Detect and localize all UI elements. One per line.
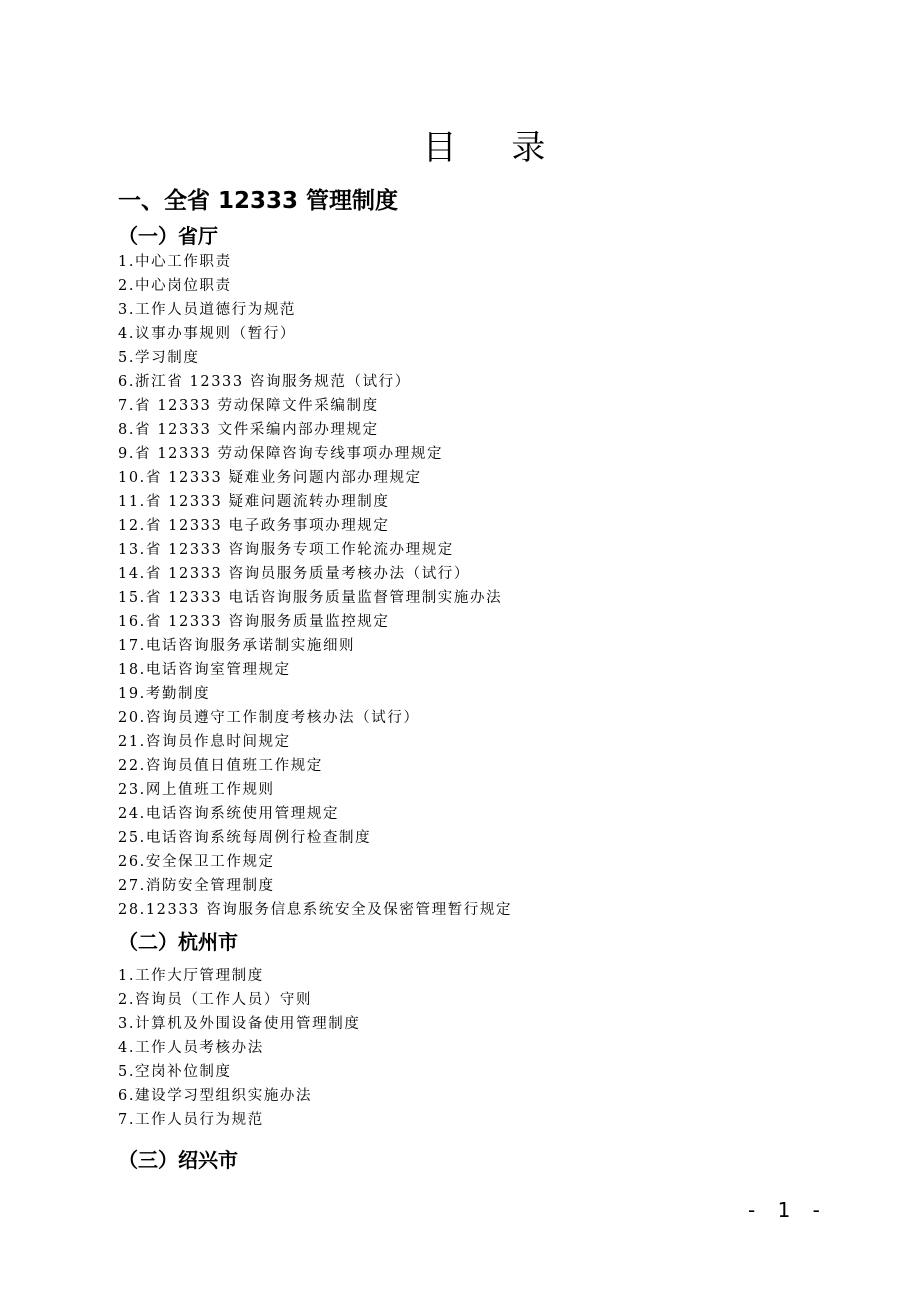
- toc-item: 14.省 12333 咨询员服务质量考核办法（试行）: [118, 566, 471, 582]
- toc-item: 17.电话咨询服务承诺制实施细则: [118, 638, 356, 654]
- toc-list-hangzhou: [118, 964, 360, 1132]
- toc-item: 2.中心岗位职责: [118, 278, 232, 294]
- toc-item: 23.网上值班工作规则: [118, 782, 275, 798]
- subsection-heading-provincial-department: （一）省厅: [118, 224, 218, 248]
- toc-item: 27.消防安全管理制度: [118, 878, 275, 894]
- toc-item: 4.议事办事规则（暂行）: [118, 326, 297, 342]
- toc-item: 25.电话咨询系统每周例行检查制度: [118, 830, 372, 846]
- toc-item: 6.浙江省 12333 咨询服务规范（试行）: [118, 374, 411, 390]
- toc-item: 13.省 12333 咨询服务专项工作轮流办理规定: [118, 542, 454, 558]
- toc-item: 8.省 12333 文件采编内部办理规定: [118, 422, 379, 438]
- toc-item: 22.咨询员值日值班工作规定: [118, 758, 323, 774]
- toc-item: 20.咨询员遵守工作制度考核办法（试行）: [118, 710, 420, 726]
- subsection-heading-hangzhou: （二）杭州市: [118, 930, 238, 954]
- toc-item: 21.咨询员作息时间规定: [118, 734, 291, 750]
- toc-item: 11.省 12333 疑难问题流转办理制度: [118, 494, 390, 510]
- toc-item: 9.省 12333 劳动保障咨询专线事项办理规定: [118, 446, 444, 462]
- toc-item: 7.工作人员行为规范: [118, 1112, 264, 1128]
- toc-item: 3.工作人员道德行为规范: [118, 302, 297, 318]
- toc-item: 1.工作大厅管理制度: [118, 968, 264, 984]
- toc-item: 1.中心工作职责: [118, 254, 232, 270]
- toc-item: 12.省 12333 电子政务事项办理规定: [118, 518, 390, 534]
- toc-item: 16.省 12333 咨询服务质量监控规定: [118, 614, 390, 630]
- section-heading-province-management: 一、全省 12333 管理制度: [118, 188, 399, 214]
- toc-item: 26.安全保卫工作规定: [118, 854, 275, 870]
- subsection-heading-shaoxing: （三）绍兴市: [118, 1148, 238, 1172]
- toc-item: 15.省 12333 电话咨询服务质量监督管理制实施办法: [118, 590, 503, 606]
- page-title: 目 录: [422, 128, 568, 168]
- toc-item: 4.工作人员考核办法: [118, 1040, 264, 1056]
- toc-item: 3.计算机及外围设备使用管理制度: [118, 1016, 361, 1032]
- toc-item: 18.电话咨询室管理规定: [118, 662, 291, 678]
- toc-item: 5.空岗补位制度: [118, 1064, 232, 1080]
- page-number: - 1 -: [748, 1198, 828, 1222]
- toc-item: 24.电话咨询系统使用管理规定: [118, 806, 340, 822]
- toc-item: 2.咨询员（工作人员）守则: [118, 992, 313, 1008]
- toc-item: 28.12333 咨询服务信息系统安全及保密管理暂行规定: [118, 902, 513, 918]
- toc-item: 6.建设学习型组织实施办法: [118, 1088, 313, 1104]
- toc-list-provincial-department: [118, 250, 512, 922]
- toc-item: 7.省 12333 劳动保障文件采编制度: [118, 398, 379, 414]
- toc-item: 19.考勤制度: [118, 686, 211, 702]
- toc-item: 5.学习制度: [118, 350, 200, 366]
- toc-item: 10.省 12333 疑难业务问题内部办理规定: [118, 470, 422, 486]
